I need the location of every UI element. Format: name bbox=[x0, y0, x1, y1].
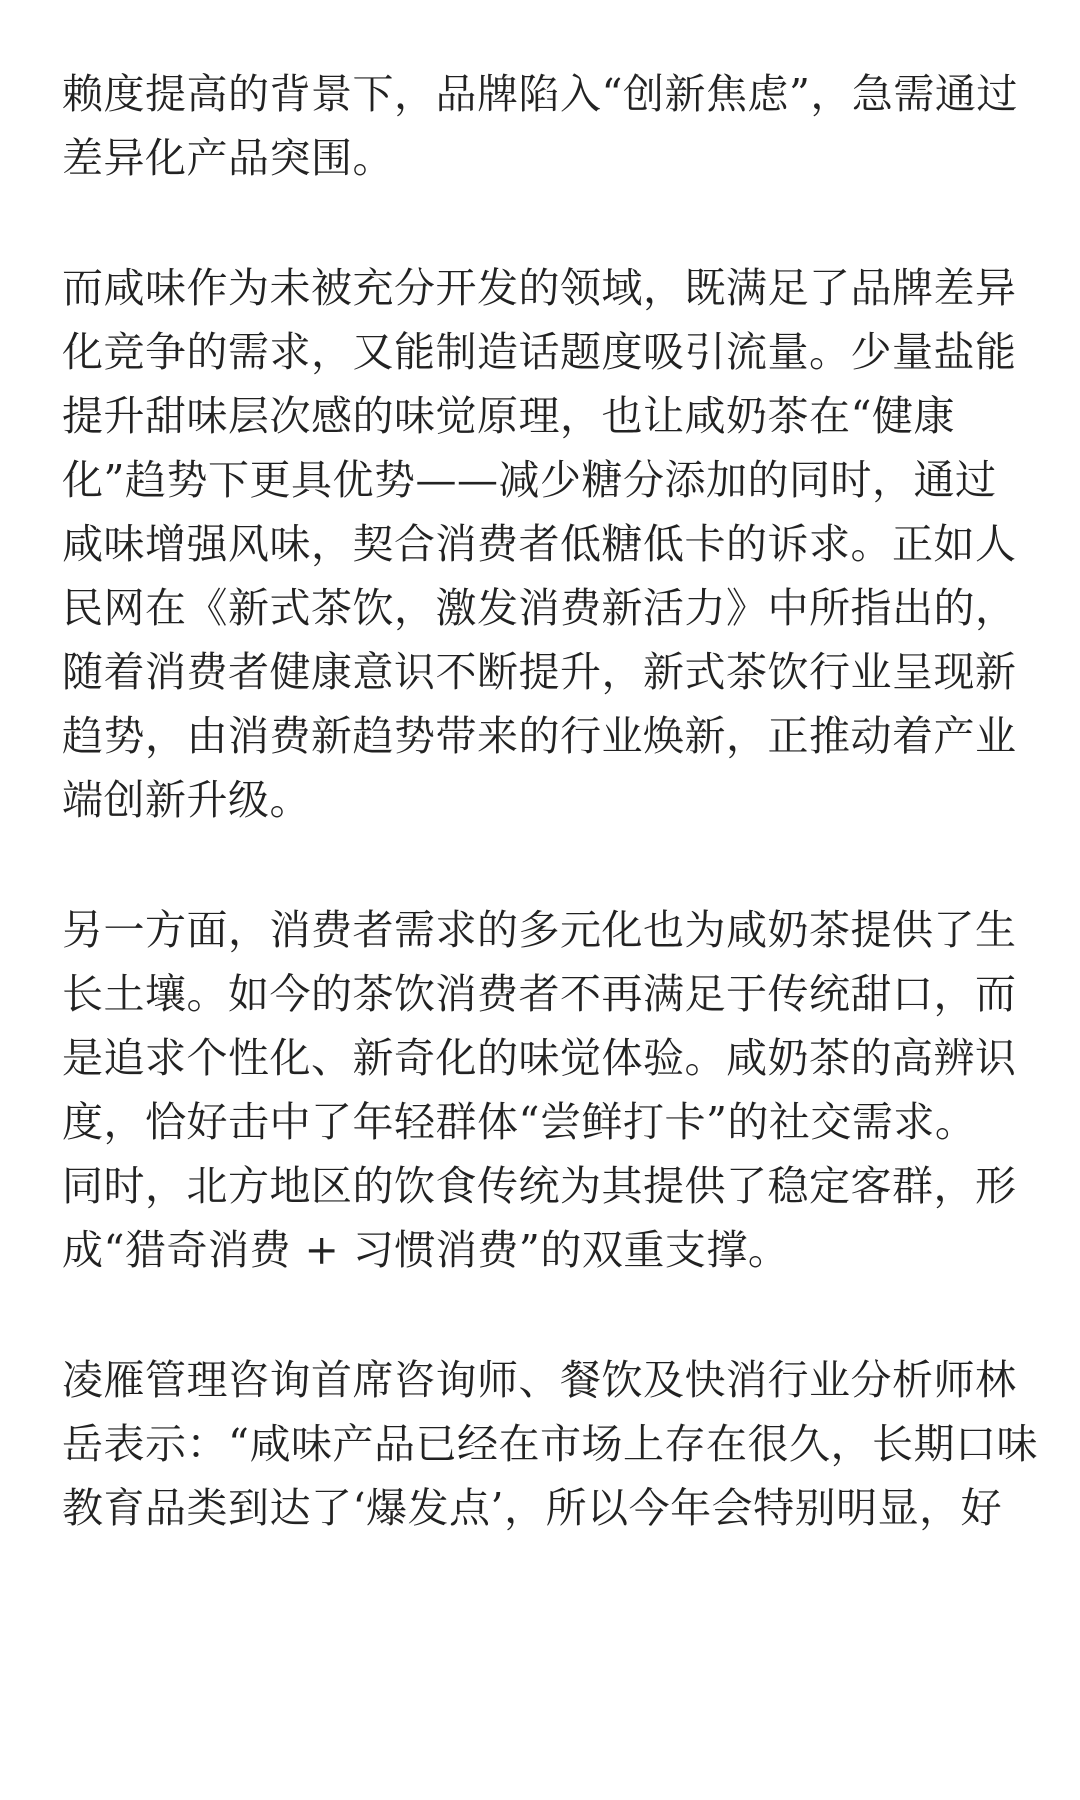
text-line: 凌雁管理咨询首席咨询师、餐饮及快消行业分析师林 bbox=[62, 1356, 1017, 1404]
text-line: 咸味增强风味，契合消费者低糖低卡的诉求。正如人 bbox=[62, 520, 1017, 568]
text-line: 成“猎奇消费 + 习惯消费”的双重支撑。 bbox=[62, 1226, 790, 1274]
text-line: 教育品类到达了‘爆发点’，所以今年会特别明显，好 bbox=[62, 1484, 1003, 1532]
text-line: 另一方面，消费者需求的多元化也为咸奶茶提供了生 bbox=[62, 906, 1017, 954]
text-line: 赖度提高的背景下，品牌陷入“创新焦虑”，急需通过 bbox=[62, 70, 1018, 118]
paragraph-2 bbox=[0, 256, 1080, 832]
text-line: 而咸味作为未被充分开发的领域，既满足了品牌差异 bbox=[62, 264, 1017, 312]
text-line: 岳表示：“咸味产品已经在市场上存在很久，长期口味 bbox=[62, 1420, 1038, 1468]
text-line: 同时，北方地区的饮食传统为其提供了稳定客群，形 bbox=[62, 1162, 1017, 1210]
paragraph-3 bbox=[0, 898, 1080, 1282]
text-line: 提升甜味层次感的味觉原理，也让咸奶茶在“健康 bbox=[62, 392, 955, 440]
text-line: 度，恰好击中了年轻群体“尝鲜打卡”的社交需求。 bbox=[62, 1098, 977, 1146]
paragraph-1 bbox=[0, 62, 1080, 190]
text-line: 长土壤。如今的茶饮消费者不再满足于传统甜口，而 bbox=[62, 970, 1017, 1018]
text-line: 差异化产品突围。 bbox=[62, 134, 394, 182]
text-line: 端创新升级。 bbox=[62, 776, 311, 824]
text-line: 是追求个性化、新奇化的味觉体验。咸奶茶的高辨识 bbox=[62, 1034, 1017, 1082]
text-line: 化”趋势下更具优势——减少糖分添加的同时，通过 bbox=[62, 456, 997, 504]
text-line: 民网在《新式茶饮，激发消费新活力》中所指出的， bbox=[62, 584, 1017, 632]
text-line: 化竞争的需求，又能制造话题度吸引流量。少量盐能 bbox=[62, 328, 1017, 376]
text-line: 随着消费者健康意识不断提升，新式茶饮行业呈现新 bbox=[62, 648, 1017, 696]
paragraph-4 bbox=[0, 1348, 1080, 1540]
text-line: 趋势，由消费新趋势带来的行业焕新，正推动着产业 bbox=[62, 712, 1017, 760]
